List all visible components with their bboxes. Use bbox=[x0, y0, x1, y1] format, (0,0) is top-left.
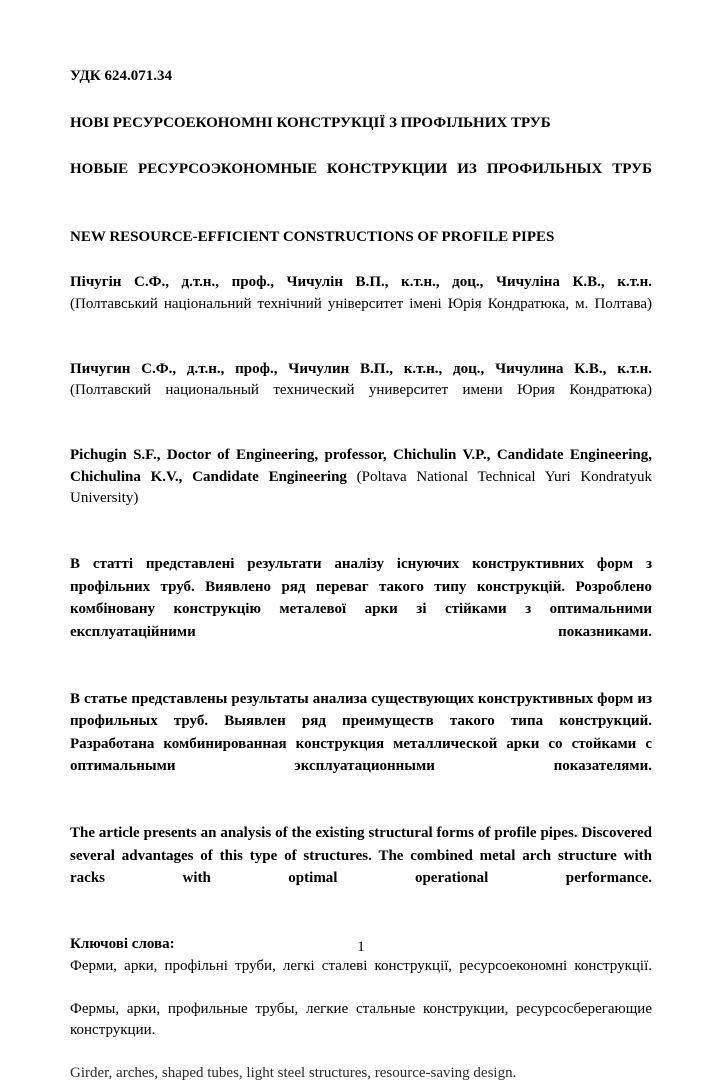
authors-russian bbox=[70, 359, 652, 424]
title-russian: НОВЫЕ РЕСУРСОЭКОНОМНЫЕ КОНСТРУКЦИИ ИЗ ПРОФИЛЬНЫХ ТРУБ bbox=[70, 161, 652, 177]
keywords-block bbox=[70, 934, 652, 1085]
page-number: 1 bbox=[357, 939, 365, 955]
abstract-english: The article presents an analysis of the existing structural forms of profile pipes. Discovered several advantages of this type of structures. The combined metal arch structure with racks with optimal operational performance. bbox=[70, 825, 652, 886]
title-ukrainian: НОВІ РЕСУРСОЕКОНОМНІ КОНСТРУКЦІЇ З ПРОФІЛЬНИХ ТРУБ bbox=[70, 115, 551, 131]
affiliation-russian: (Полтавский национальный технический университет имени Юрия Кондратюка) bbox=[70, 382, 652, 398]
authors-ukrainian bbox=[70, 272, 652, 337]
affiliation-ukrainian: (Полтавський національний технічний університет імені Юрія Кондратюка, м. Полтава) bbox=[70, 295, 652, 312]
udk-code: УДК 624.071.34 bbox=[70, 68, 172, 84]
keywords-russian: Фермы, арки, профильные трубы, легкие стальные конструкции, ресурсосберегающие конструкции. bbox=[70, 1000, 652, 1038]
author-names-ukrainian: Пічугін С.Ф., д.т.н., проф., Чичулін В.П., к.т.н., доц., Чичуліна К.В., к.т.н. bbox=[70, 274, 652, 290]
title-english: NEW RESOURCE-EFFICIENT CONSTRUCTIONS OF PROFILE PIPES bbox=[70, 229, 555, 245]
affiliation-english: (Poltava National Technical Yuri Kondratyuk University) bbox=[70, 468, 653, 506]
abstract-ukrainian: В статті представлені результати аналізу існуючих конструктивних форм з профільних труб. Виявлено ряд переваг такого типу конструкцій. Розроблено комбіновану конструкцію металевої арки зі стійками з оптимальними експлуатаційними показниками. bbox=[70, 556, 652, 640]
author-names-russian: Пичугин С.Ф., д.т.н., проф., Чичулин В.П., к.т.н., доц., Чичулина К.В., к.т.н. bbox=[70, 360, 652, 377]
keywords-ukrainian: Ферми, арки, профільні труби, легкі сталеві конструкції, ресурсоекономні конструкції. bbox=[70, 957, 652, 974]
author-names-english: Pichugin S.F., Doctor of Engineering, professor, Chichulin V.P., Candidate Engineering, Chichulina K.V., Candidate Engineering bbox=[70, 447, 652, 485]
abstract-russian: В статье представлены результаты анализа существующих конструктивных форм из профильных труб. Выявлен ряд преимуществ такого типа конструкций. Разработана комбинированная конструкция металлической арки со стойками с оптимальными эксплуатационными показателями. bbox=[70, 690, 652, 774]
text-column bbox=[70, 66, 652, 1085]
keywords-heading: Ключові слова: bbox=[70, 936, 175, 952]
keywords-english: Girder, arches, shaped tubes, light steel structures, resource-saving design. bbox=[70, 1065, 517, 1081]
authors-english bbox=[70, 445, 652, 531]
